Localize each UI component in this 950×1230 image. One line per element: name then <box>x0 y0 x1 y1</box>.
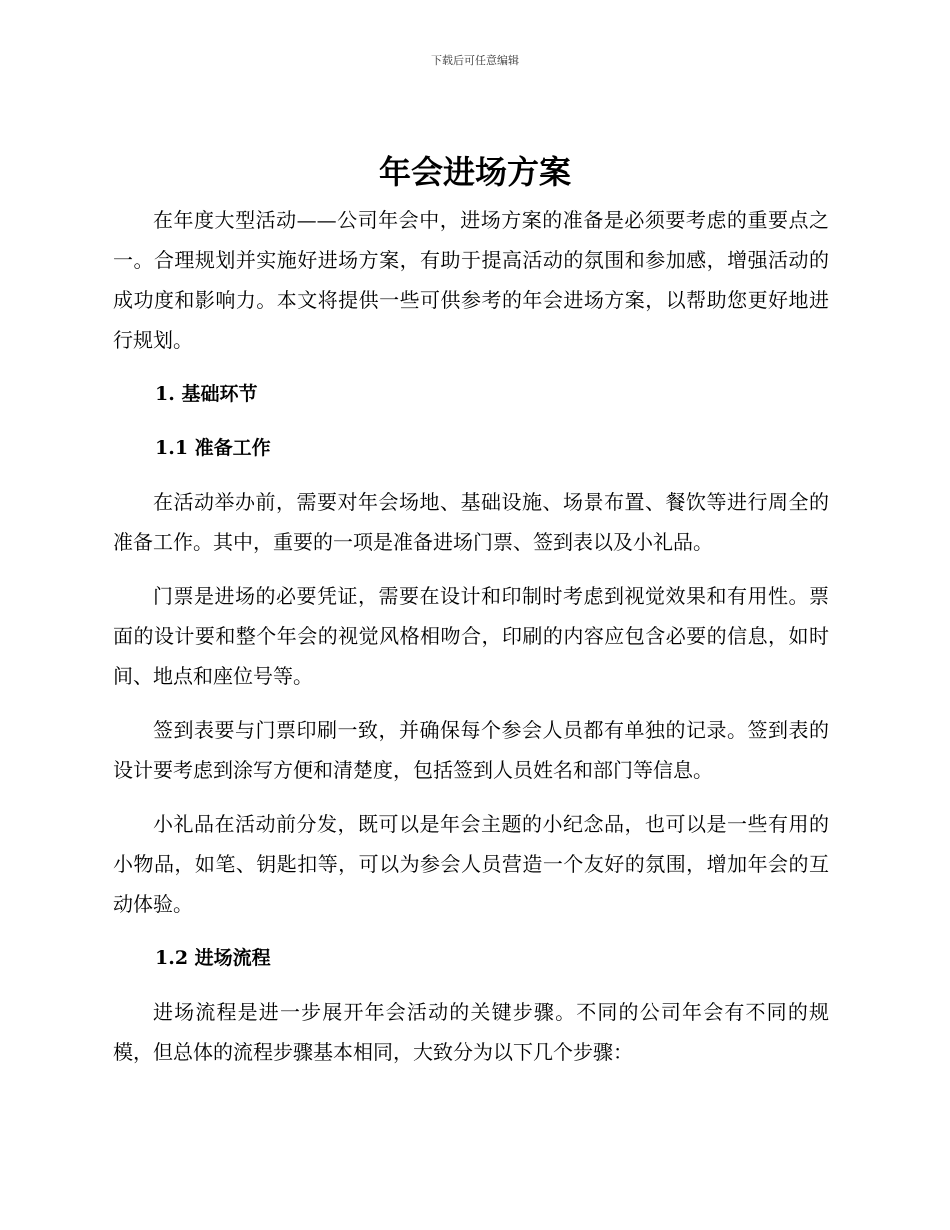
subsection-heading-preparation: 1.1 准备工作 <box>155 437 271 459</box>
page-header-note: 下载后可任意编辑 <box>431 54 519 67</box>
preparation-paragraph-3: 签到表要与门票印刷一致，并确保每个参会人员都有单独的记录。签到表的设计要考虑到涂写方便和清楚度，包括签到人员姓名和部门等信息。 <box>113 718 829 782</box>
entry-process-paragraph-1: 进场流程是进一步展开年会活动的关键步骤。不同的公司年会有不同的规模，但总体的流程步骤基本相同，大致分为以下几个步骤： <box>113 1000 829 1064</box>
section-heading-basics: 1. 基础环节 <box>155 383 258 405</box>
document-title: 年会进场方案 <box>378 153 571 191</box>
preparation-paragraph-1: 在活动举办前，需要对年会场地、基础设施、场景布置、餐饮等进行周全的准备工作。其中，重要的一项是准备进场门票、签到表以及小礼品。 <box>113 490 829 554</box>
subsection-heading-entry-process: 1.2 进场流程 <box>155 947 271 969</box>
preparation-paragraph-4: 小礼品在活动前分发，既可以是年会主题的小纪念品，也可以是一些有用的小物品，如笔、钥匙扣等，可以为参会人员营造一个友好的氛围，增加年会的互动体验。 <box>113 812 829 916</box>
intro-paragraph: 在年度大型活动——公司年会中，进场方案的准备是必须要考虑的重要点之一。合理规划并实施好进场方案，有助于提高活动的氛围和参加感，增强活动的成功度和影响力。本文将提供一些可供参考的年会进场方案，以帮助您更好地进行规划。 <box>113 208 829 352</box>
document-body <box>113 200 829 1086</box>
preparation-paragraph-2: 门票是进场的必要凭证，需要在设计和印制时考虑到视觉效果和有用性。票面的设计要和整个年会的视觉风格相吻合，印刷的内容应包含必要的信息，如时间、地点和座位号等。 <box>113 584 829 688</box>
